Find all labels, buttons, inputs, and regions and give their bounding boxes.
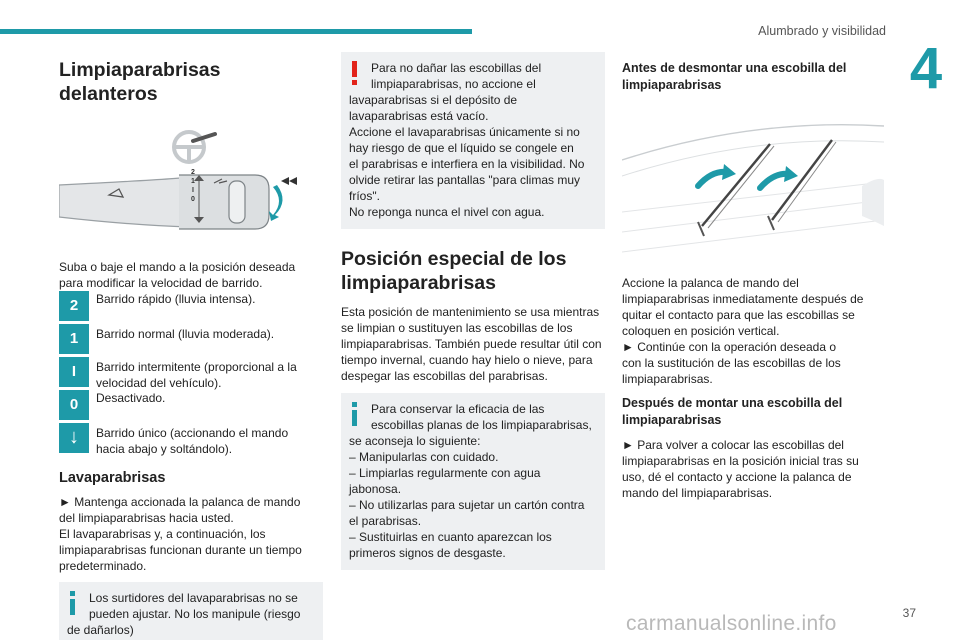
diagram-label: 0 <box>191 196 195 203</box>
watermark: carmanualsonline.info <box>626 612 837 635</box>
text-line: limpiaparabrisas <box>341 272 496 295</box>
text-line: Esta posición de mantenimiento se usa mientras <box>341 304 600 319</box>
text-line: el parabrisas. <box>349 513 422 528</box>
text-line: limpiaparabrisas <box>622 412 722 427</box>
section-title-after-fitting <box>622 395 886 429</box>
text-line: hay riesgo de que el líquido se congele en <box>349 141 574 155</box>
diagram-speed-labels <box>187 168 199 204</box>
diagram-label: 1 <box>191 178 195 185</box>
speed-key-2: 2 <box>59 291 89 321</box>
text-line: – No utilizarlas para sujetar un cartón contra <box>349 497 585 512</box>
text-line: Suba o baje el mando a la posición deseada <box>59 259 296 274</box>
text-line: – Sustituirlas en cuanto aparezcan los <box>349 529 552 544</box>
text-line: se aconseja lo siguiente: <box>349 433 481 448</box>
text-line: Los surtidores del lavaparabrisas no se <box>89 590 298 605</box>
text-line: escobillas planas de los limpiaparabrisas, <box>371 417 592 432</box>
section-title-before-removal <box>622 60 886 94</box>
speed-item-normal <box>59 324 323 354</box>
text-line: limpiaparabrisas, no accione el <box>371 77 536 91</box>
text-line: con la sustitución de las escobillas de los <box>622 355 841 370</box>
section-title-special-position <box>341 247 605 296</box>
text-line: uso, dé el contacto y accione la palanca de <box>622 469 852 484</box>
text-line: del limpiaparabrisas hacia usted. <box>59 510 234 525</box>
wiper-stalk-diagram <box>59 171 299 233</box>
washer-text <box>59 494 323 574</box>
diagram-label: I <box>192 187 194 194</box>
text-line: tiempo invernal, cuando hay hielo o nieve, para <box>341 352 593 367</box>
text-line: olvide retirar las pantallas "para climas muy <box>349 173 581 187</box>
section-title-front-wipers: Limpiaparabrisas delanteros <box>59 59 221 106</box>
text-line: pueden ajustar. No los manipule (riesgo <box>89 606 301 621</box>
special-position-text <box>341 304 605 384</box>
text-line: para modificar la velocidad de barrido. <box>59 275 263 290</box>
text-line: fríos". <box>349 189 380 203</box>
text-line: ► Continúe con la operación deseada o <box>622 339 837 354</box>
arrow-down-icon: ↓ <box>59 423 89 453</box>
speed-label <box>89 390 165 406</box>
text-line: Desactivado. <box>96 390 166 405</box>
text-line: se limpian o sustituyen las escobillas de los <box>341 320 573 335</box>
text-line: Accione el lavaparabrisas únicamente si no <box>349 125 580 139</box>
column-special-position <box>341 52 605 570</box>
text-line: despegar las escobillas del parabrisas. <box>341 368 548 383</box>
text-line: Antes de desmontar una escobilla del <box>622 61 847 75</box>
text-line: Barrido rápido (lluvia intensa). <box>96 291 256 306</box>
text-line: El lavaparabrisas y, a continuación, los <box>59 526 266 541</box>
text-line: quitar el contacto para que las escobillas se <box>622 307 855 322</box>
speed-key-i: I <box>59 357 89 387</box>
speed-item-off <box>59 390 323 420</box>
text-line: de dañarlos) <box>67 622 134 637</box>
text-line: lavaparabrisas está vacío. <box>349 109 489 123</box>
speed-label <box>89 423 288 457</box>
text-line: limpiaparabrisas. <box>622 371 713 386</box>
running-header: Alumbrado y visibilidad <box>758 24 886 38</box>
text-line: Para no dañar las escobillas del <box>371 61 542 75</box>
text-line: limpiaparabrisas inmediatamente después de <box>622 291 864 306</box>
speed-label <box>89 357 297 391</box>
speed-item-fast <box>59 291 323 321</box>
text-line: No reponga nunca el nivel con agua. <box>349 205 545 219</box>
wiper-speed-list <box>59 291 323 457</box>
text-line: ► Para volver a colocar las escobillas del <box>622 437 844 452</box>
column-blade-removal <box>622 52 886 501</box>
text-line: Accione la palanca de mando del <box>622 275 799 290</box>
speed-key-1: 1 <box>59 324 89 354</box>
text-line: Barrido intermitente (proporcional a la <box>96 359 297 374</box>
wiper-blades-diagram <box>622 116 884 266</box>
steering-wheel-icon <box>169 129 219 165</box>
info-note-washer <box>59 582 323 640</box>
diagram-label: 2 <box>191 169 195 176</box>
text-line: hacia abajo y soltándolo). <box>96 441 233 456</box>
page-number: 37 <box>902 606 916 620</box>
after-fitting-text <box>622 437 886 501</box>
info-note-blades <box>341 393 605 570</box>
column-front-wipers <box>59 52 323 640</box>
text-line: Posición especial de los <box>341 248 567 270</box>
text-line: primeros signos de desgaste. <box>349 545 506 560</box>
text-line: predeterminado. <box>59 558 147 573</box>
text-line: limpiaparabrisas funcionan durante un tiempo <box>59 542 302 557</box>
speed-item-intermittent <box>59 357 323 391</box>
speed-key-0: 0 <box>59 390 89 420</box>
text-line: lavaparabrisas si el depósito de <box>349 93 518 107</box>
text-line: el parabrisas e interfiera en la visibilidad. No <box>349 157 585 171</box>
warning-note <box>341 52 605 229</box>
text-line: coloquen en posición vertical. <box>622 323 780 338</box>
chapter-number: 4 <box>909 36 943 101</box>
intro-text <box>59 259 323 291</box>
info-icon <box>68 591 77 615</box>
text-line: limpiaparabrisas <box>622 77 722 92</box>
text-line: – Manipularlas con cuidado. <box>349 449 499 464</box>
text-line: Barrido único (accionando el mando <box>96 425 289 440</box>
text-line: mando del limpiaparabrisas. <box>622 485 773 500</box>
text-line: – Limpiarlas regularmente con agua <box>349 465 541 480</box>
text-line: limpiaparabrisas en la posición inicial tras su <box>622 453 859 468</box>
speed-label <box>89 324 274 342</box>
text-line: Después de montar una escobilla del <box>622 395 843 410</box>
text-line: jabonosa. <box>349 481 402 496</box>
speed-item-single <box>59 423 323 457</box>
before-removal-text <box>622 275 886 387</box>
text-line: ► Mantenga accionada la palanca de mando <box>59 494 301 509</box>
speed-label <box>89 291 255 307</box>
text-line: Barrido normal (lluvia moderada). <box>96 326 275 341</box>
text-line: velocidad del vehículo). <box>96 375 222 390</box>
warning-icon <box>350 61 359 85</box>
section-title-washer: Lavaparabrisas <box>59 469 166 486</box>
text-line: Para conservar la eficacia de las <box>371 401 545 416</box>
text-line: limpiaparabrisas. También puede resultar útil con <box>341 336 602 351</box>
header-accent-bar <box>0 29 472 34</box>
info-icon <box>350 402 359 426</box>
